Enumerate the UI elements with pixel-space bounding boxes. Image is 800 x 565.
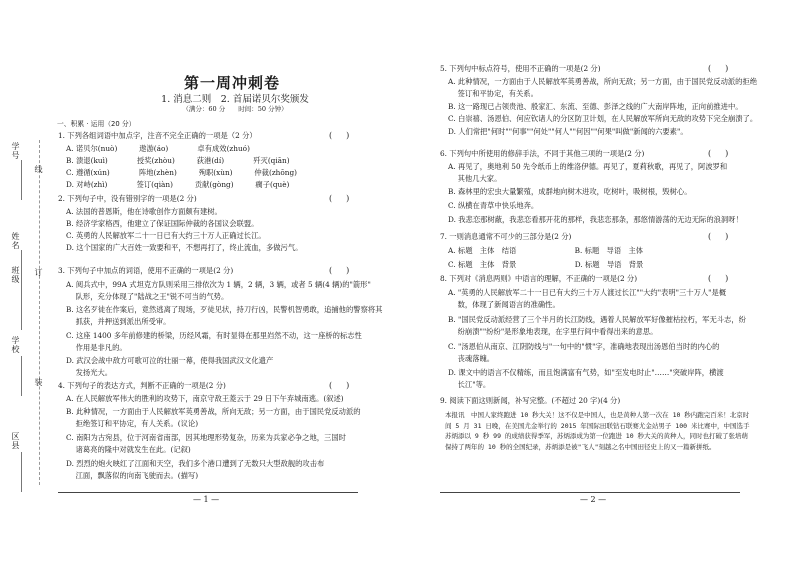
question-1: 1. 下列各组词语中加点字，注音不完全正确的一项是（2 分） xyxy=(58,131,257,140)
q1-option-a: A. 诺贝尔(nuò) 遨游(áo) 卓有成效(zhuó) xyxy=(66,144,250,153)
label-school: 学校 xyxy=(11,336,20,354)
q2-option-c: C. 英勇的人民解放军二十一日已有大约三十万人正确过长江。 xyxy=(66,231,266,240)
q3-option-b-cont: 抓获，并押送到派出所受审。 xyxy=(66,317,171,326)
q6-option-a: A. 再见了，奥地利 50 先令纸币上的维洛伊德。再见了，夏莉秋歌，再见了，阿波罗和 xyxy=(448,162,728,171)
q5-option-d: D. 人们常把"何时""何事""何处""何人""何因""何果"叫做"新闻的六要素"。 xyxy=(448,127,688,136)
school-blank[interactable] xyxy=(21,356,22,396)
label-class: 班级 xyxy=(11,266,20,284)
q6-option-c: C. 纵横在青草中快乐地奔。 xyxy=(448,201,539,210)
answer-box-7[interactable]: () xyxy=(708,232,743,241)
q1-option-c: C. 遵循(xún) 阵地(zhèn) 殉职(xùn) 仲裁(zhōng) xyxy=(66,168,297,177)
q4-option-a: A. 在人民解放军伟大的胜利的攻势下，南京守敌王菱云于 29 日下午弃城南逃。(叙述) xyxy=(66,394,344,403)
district-blank[interactable] xyxy=(21,452,22,492)
q3-option-b: B. 这名歹徒在作案后，竟然逃离了现场，歹徒见状，持刀行凶，民警机智勇敢，追捕他的警察将其 xyxy=(66,305,383,314)
question-2: 2. 下列句子中，没有错别字的一项是(2 分) xyxy=(58,194,197,203)
question-5: 5. 下列句中标点符号，使用不正确的一项是(2 分) xyxy=(440,64,601,73)
class-blank[interactable] xyxy=(21,290,22,330)
q1-option-b: B. 溃退(kuì) 授奖(zhòu) 荻港(dí) 歼灭(qiān) xyxy=(66,156,290,165)
q2-option-d: D. 这个国家的广大百姓一致要和平，不想再打了，终止流血，多做污气。 xyxy=(66,243,303,252)
q4-option-c-cont: 诸葛亮的隆中对就发生在此。(记叙) xyxy=(66,445,191,454)
q8-option-d-cont: 长江"等。 xyxy=(448,380,491,389)
q2-option-a: A. 法国的普恩斯，他在诗歌创作方面颇有建树。 xyxy=(66,207,222,216)
q4-option-d: D. 烈烈的炮火映红了江面和天空，我们多个港口遭到了无数只大型敌舰的攻击布 xyxy=(66,459,325,468)
q3-option-a: A. 阅兵式中，99A 式坦克方队则采用三排依次为 1 辆，2 辆，3 辆，或者 5 辆(4 辆)的"箭形" xyxy=(66,280,371,289)
q2-option-b: B. 经济学家格西，他建立了保证国际仲裁的各国议会联盟。 xyxy=(66,219,259,228)
q5-option-a: A. 此种情况，一方面由于人民解放军英勇善战，所向无敌；另一方面，由于国民党反动派的拒绝 xyxy=(448,77,758,86)
q8-option-b: B. "国民党反动派经营了三个半月的长江防线，遇着人民解放军好像摧枯拉朽，军无斗志，纷 xyxy=(448,315,746,324)
score-time-info: （满分：60 分 时间：50 分钟） xyxy=(182,105,288,113)
page-number-2: — 2 — xyxy=(580,495,607,504)
binding-line xyxy=(39,140,40,485)
question-9: 9. 阅读下面这则新闻，补写完整。(不超过 20 字)(4 分) xyxy=(440,396,621,405)
question-6: 6. 下列句中所使用的修辞手法，不同于其他三项的一项是(2 分) xyxy=(440,149,645,158)
q1-option-d: D. 对峙(zhì) 签订(qiàn) 贡献(gòng) 瘸子(què) xyxy=(66,180,290,189)
page-subtitle: 1. 消息二则 2. 首届诺贝尔奖颁发 xyxy=(161,94,309,105)
cut-label-bind: 装 xyxy=(34,378,43,387)
answer-box-6[interactable]: () xyxy=(708,149,743,158)
q8-option-c-cont: 丧魂落魄。 xyxy=(448,354,495,363)
name-blank[interactable] xyxy=(21,250,22,290)
answer-box-2[interactable]: () xyxy=(329,194,364,203)
answer-box-4[interactable]: () xyxy=(329,381,364,390)
q4-option-b-cont: 拒绝签订和平协定，有人关系。(议论) xyxy=(66,419,199,428)
footer-rule-2 xyxy=(440,492,740,493)
question-3: 3. 下列句子中加点的词语，使用不正确的一项是(2 分) xyxy=(58,266,234,275)
answer-box-8[interactable]: () xyxy=(708,274,743,283)
student-number-blank[interactable] xyxy=(21,160,22,200)
q3-option-a-cont: 队形，充分体现了"陆战之王"锐不可当的气势。 xyxy=(66,292,229,301)
q8-option-d: D. 课文中的语言不仅精练，而且饱满富有气势，如"至发电时止"……"突破岸阵，横渡 xyxy=(448,368,724,377)
q3-option-c-cont: 作用是非凡的。 xyxy=(66,343,127,352)
q3-option-d-cont: 发扬光大。 xyxy=(66,368,113,377)
label-district: 区县 xyxy=(11,432,20,450)
q5-option-c: C. 白崇禧、汤恩伯、何应钦诸人的分区防卫计划，在人民解放军所向无敌的攻势下完全崩溃了。 xyxy=(448,114,758,123)
label-name: 姓名 xyxy=(11,232,20,250)
section-heading: 一、积累 · 运用（20 分） xyxy=(57,120,136,128)
page-number: — 1 — xyxy=(193,495,220,504)
cut-label-line: 线 xyxy=(34,165,43,174)
q8-option-a-cont: 数，体现了新闻语言的准确性。 xyxy=(448,300,560,309)
q5-option-b: B. 这一路现已占领贵池、殷家汇、东流、至德、彭泽之线的广大南岸阵地，正向前推进中。 xyxy=(448,102,743,111)
q7-options-cd: C. 标题 主体 背景 D. 标题 导语 背景 xyxy=(448,260,644,269)
q3-option-d: D. 武汉会战中敌方可歌可泣的壮丽一幕，使得我国武汉文化遗产 xyxy=(66,356,274,365)
q5-option-a-cont: 签订和平协定，有关系。 xyxy=(448,89,538,98)
question-7: 7. 一则消息通常不可少的三部分是(2 分) xyxy=(440,232,572,241)
answer-box-5[interactable]: () xyxy=(708,64,743,73)
answer-box-1[interactable]: () xyxy=(329,131,364,140)
q7-options-ab: A. 标题 主体 结语 B. 标题 导语 主体 xyxy=(448,246,644,255)
q8-option-a: A. "英勇的人民解放军二十一日已有大约三十万人渡过长江""大约"表明"三十万人"是概 xyxy=(448,288,727,297)
q4-option-c: C. 南阳为古宛县，位于河南省南部，因其地理形势复杂，历来为兵家必争之地，三国时 xyxy=(66,433,346,442)
label-student-number: 学号 xyxy=(11,142,20,160)
footer-rule xyxy=(58,492,358,493)
cut-label-order: 订 xyxy=(34,268,43,277)
exam-page-2 xyxy=(400,0,800,565)
page-title: 第一周冲刺卷 xyxy=(183,74,280,92)
q6-option-b: B. 森林里的宏虫大量繁殖，成群地向树木进攻，吃树叶，吸树根，毁树心。 xyxy=(448,187,692,196)
q6-option-d: D. 我悲恋那树蔽，我悲恋看那开花的那样，我悲恋那条，那悠情游荡的无边无际的浪洞呀！ xyxy=(448,215,743,224)
q4-option-b: B. 此种情况，一方面由于人民解放军英勇善战，所向无敌；另一方面，由于国民党反动派的 xyxy=(66,407,361,416)
q8-option-c: C. "汤恩伯从南京、江阴防线与"一句中的"惯"字，准确地表现出汤恩伯当时的内心的 xyxy=(448,342,720,351)
q3-option-c: C. 这座 1400 多年前修建的桥梁，历经风霜，有时显得在那里岿然不动，这一座桥的标志性 xyxy=(66,331,362,340)
q8-option-b-cont: 纷崩溃""纷纷"是形象地表现，在字里行间中看得出来的意思。 xyxy=(448,327,658,336)
news-passage: 本报讯 中国人家终跑进 10 秒大关！这不仅是中国人，也是黄种人第一次在 10 秒内跑完百米！北京时间 5 月 31 日晚，在美国尤金举行的 2015 年国际田联钻石联赛尤金站男子 100 米比赛中，中国选手苏炳添以 9 秒 99 的成绩获得季军，苏炳添成为第一位跑进 10 秒大关的黄种人，同时也打破了张培萌保持了两年的 10 秒的全国纪录，苏炳添是被"飞人"刻越之名中国田径史上的又一篇新拼纸。 xyxy=(445,411,750,451)
q6-option-a-cont: 其他几大家。 xyxy=(448,174,502,183)
question-8: 8. 下列对《消息两则》中语言的理解，不正确的一项是(2 分) xyxy=(440,274,638,283)
q4-option-d-cont: 江面，飘落似的向南飞驶而去。(描写) xyxy=(66,471,199,480)
question-4: 4. 下列句子的表达方式，判断不正确的一项是(2 分) xyxy=(58,381,226,390)
answer-box-3[interactable]: () xyxy=(329,266,364,275)
